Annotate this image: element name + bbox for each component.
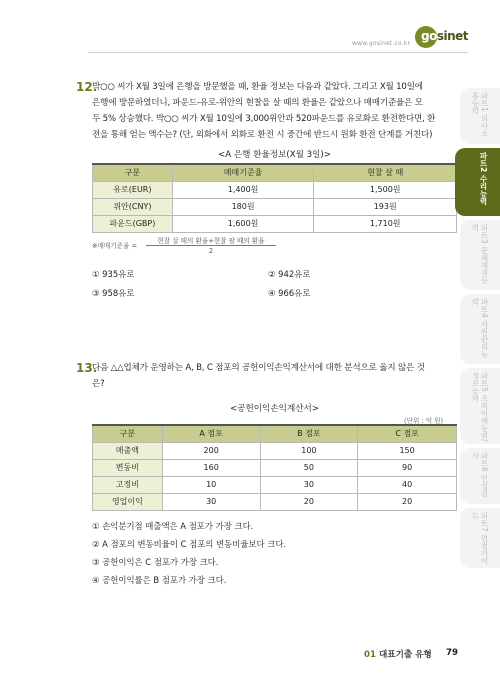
table-header-row bbox=[93, 164, 457, 181]
table-header-cell: 구분 bbox=[93, 164, 173, 181]
exchange-rate-table bbox=[92, 163, 457, 233]
answer-option[interactable]: ③ 958유로 bbox=[92, 288, 135, 298]
table-cell: 100 bbox=[260, 442, 358, 459]
exchange-table-title: <A 은행 환율정보(X월 3일)> bbox=[218, 150, 331, 160]
answer-option[interactable]: ② 942유로 bbox=[268, 269, 311, 279]
question-13-line: 은? bbox=[92, 379, 105, 389]
site-url: www.gosinet.co.kr bbox=[352, 40, 411, 47]
formula-numerator: 현찰 살 때의 환율+현찰 팔 때의 환율 bbox=[157, 237, 265, 245]
side-tab-label: 파트4 자원관리능력 bbox=[471, 298, 489, 358]
side-tab-part1[interactable] bbox=[460, 88, 500, 144]
answer-option[interactable]: ④ 966유로 bbox=[268, 288, 311, 298]
table-cell: 1,710원 bbox=[314, 215, 457, 232]
question-13-line: 다음 △△업체가 운영하는 A, B, C 점포의 공헌이익손익계산서에 대한 분석으로 옳지 않은 것 bbox=[92, 363, 425, 373]
table-cell: 30 bbox=[260, 476, 358, 493]
table-cell: 1,500원 bbox=[314, 181, 457, 198]
table-cell: 20 bbox=[358, 493, 457, 510]
question-12-number: 12. bbox=[76, 80, 98, 94]
side-tab-label: 파트1 의사소통능력 bbox=[471, 92, 489, 137]
question-12-line: 은행에 방문하였더니, 파운드-유로-위안의 현찰을 살 때의 환율은 같았으나 매매기준율은 모 bbox=[92, 98, 423, 108]
answer-option[interactable]: ② A 점포의 변동비율이 C 점포의 변동비율보다 크다. bbox=[92, 539, 287, 549]
table-cell: 1,600원 bbox=[172, 215, 314, 232]
income-table-title: <공헌이익손익계산서> bbox=[229, 404, 320, 414]
side-tab-part7[interactable] bbox=[460, 508, 500, 568]
table-row bbox=[93, 476, 457, 493]
table-header-cell: 매매기준율 bbox=[172, 164, 314, 181]
table-unit: (단위 : 억 원) bbox=[404, 417, 444, 425]
table-row bbox=[93, 198, 457, 215]
question-12-line: 박○○ 씨가 X월 3일에 은행을 방문했을 때, 환율 정보는 다음과 같았다. 그리고 X월 10일에 bbox=[92, 82, 423, 92]
row-header-cell: 고정비 bbox=[93, 476, 163, 493]
table-cell: 90 bbox=[358, 459, 457, 476]
side-tab-part5[interactable] bbox=[460, 368, 500, 444]
logo-text: gosinet bbox=[421, 29, 469, 43]
formula-prefix: ※매매기준율 = bbox=[92, 242, 137, 250]
answer-option[interactable]: ③ 공헌이익은 C 점포가 가장 크다. bbox=[92, 557, 219, 567]
table-header-cell: B 점포 bbox=[260, 425, 358, 442]
side-tab-label: 파트7 면접가이드 bbox=[471, 512, 489, 565]
row-header-cell: 변동비 bbox=[93, 459, 163, 476]
footer-section-label: 대표기출 유형 bbox=[378, 650, 432, 660]
question-13-number: 13. bbox=[76, 361, 98, 375]
footer-section bbox=[364, 648, 432, 660]
side-tab-part3[interactable] bbox=[460, 220, 500, 290]
answer-option[interactable]: ① 손익분기점 매출액은 A 점포가 가장 크다. bbox=[92, 521, 254, 531]
table-cell: 40 bbox=[358, 476, 457, 493]
row-header-cell: 유로(EUR) bbox=[93, 181, 173, 198]
table-cell: 160 bbox=[162, 459, 260, 476]
side-tab-part6[interactable] bbox=[460, 448, 500, 504]
question-12-text bbox=[92, 79, 462, 143]
table-row bbox=[93, 442, 457, 459]
table-row bbox=[93, 459, 457, 476]
side-tab-part4[interactable] bbox=[460, 294, 500, 364]
row-header-cell: 위안(CNY) bbox=[93, 198, 173, 215]
side-tab-part2[interactable] bbox=[455, 148, 500, 216]
answer-option[interactable]: ① 935유로 bbox=[92, 269, 135, 279]
table-cell: 50 bbox=[260, 459, 358, 476]
answer-option[interactable]: ④ 공헌이익률은 B 점포가 가장 크다. bbox=[92, 575, 227, 585]
table-row bbox=[93, 181, 457, 198]
table-cell: 193원 bbox=[314, 198, 457, 215]
side-tab-label: 파트2 수리능력 bbox=[479, 152, 488, 205]
table-cell: 180원 bbox=[172, 198, 314, 215]
question-12-line: 전을 통해 얻는 액수는? (단, 외화에서 외화로 환전 시 중간에 반드시 원화 환전 단계를 거친다) bbox=[92, 130, 433, 140]
income-statement-table bbox=[92, 424, 457, 511]
table-cell: 200 bbox=[162, 442, 260, 459]
table-cell: 30 bbox=[162, 493, 260, 510]
footer-section-number: 01 bbox=[364, 650, 376, 660]
row-header-cell: 매출액 bbox=[93, 442, 163, 459]
table-cell: 150 bbox=[358, 442, 457, 459]
side-tab-label: 파트3 문제해결능력 bbox=[471, 224, 489, 284]
table-header-cell: 현찰 살 때 bbox=[314, 164, 457, 181]
page-number: 79 bbox=[446, 648, 458, 658]
formula-denominator: 2 bbox=[208, 247, 214, 255]
table-header-cell: C 점포 bbox=[358, 425, 457, 442]
side-tab-label: 파트6 인성검사 bbox=[471, 452, 489, 497]
gosinet-logo bbox=[415, 26, 469, 48]
row-header-cell: 파운드(GBP) bbox=[93, 215, 173, 232]
table-row bbox=[93, 493, 457, 510]
table-row bbox=[93, 215, 457, 232]
table-header-cell: A 점포 bbox=[162, 425, 260, 442]
side-tab-label: 파트5 조직이해능력/정보능력 bbox=[471, 372, 489, 442]
table-cell: 10 bbox=[162, 476, 260, 493]
table-header-row bbox=[93, 425, 457, 442]
table-cell: 20 bbox=[260, 493, 358, 510]
table-header-cell: 구분 bbox=[93, 425, 163, 442]
header-divider bbox=[88, 52, 468, 53]
question-12-line: 두 5% 상승했다. 박○○ 씨가 X월 10일에 3,000위안과 520파운드를 유로화로 환전한다면, 환 bbox=[92, 114, 436, 124]
question-13-text bbox=[92, 360, 462, 392]
row-header-cell: 영업이익 bbox=[93, 493, 163, 510]
fraction-bar bbox=[146, 245, 276, 246]
table-cell: 1,400원 bbox=[172, 181, 314, 198]
